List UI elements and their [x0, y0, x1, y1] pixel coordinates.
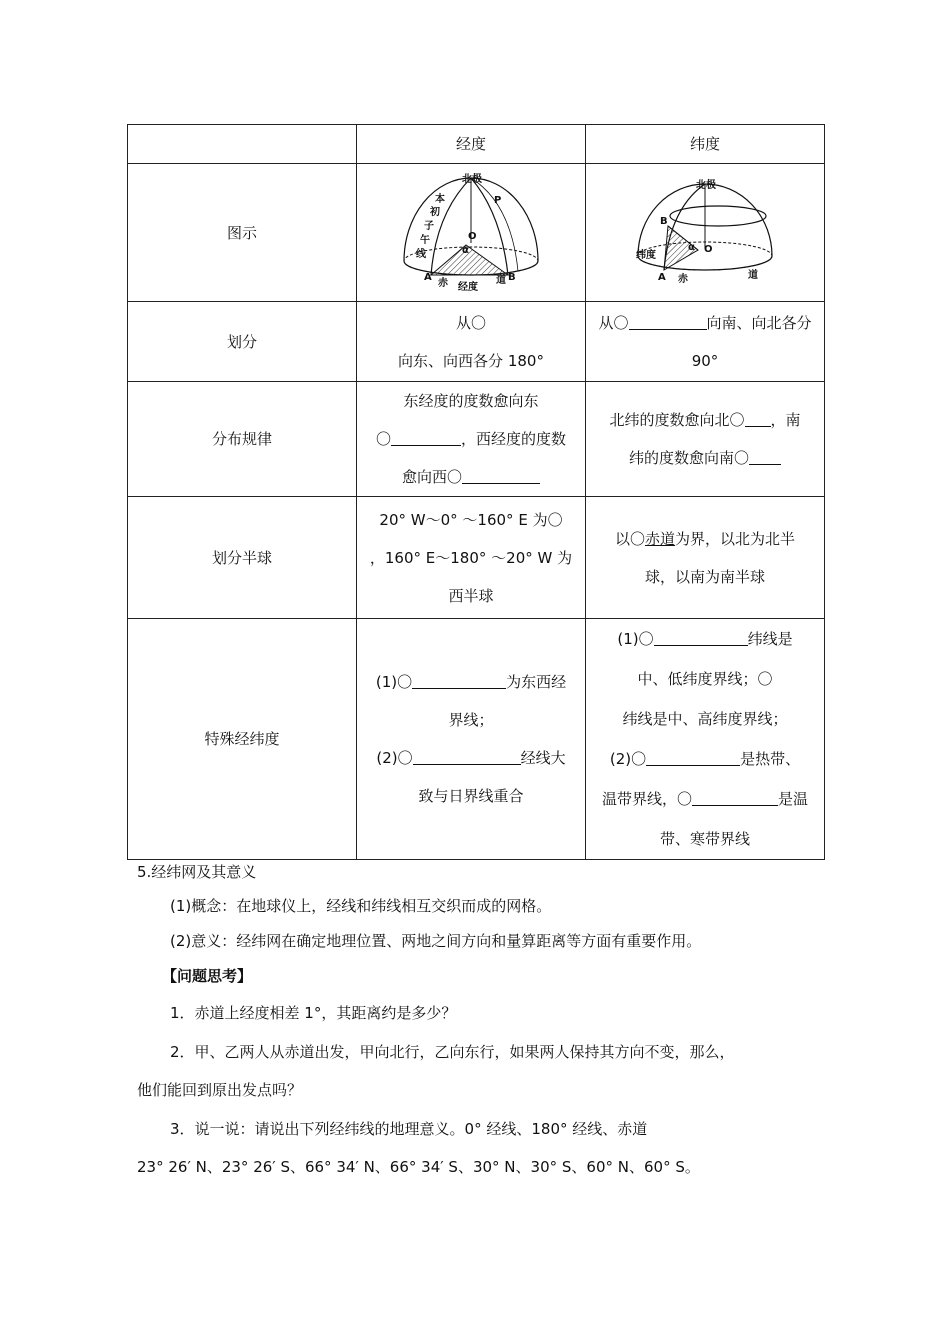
lng-jingdu-label: 经度: [458, 281, 478, 293]
lat-hemi-line1-pre: 以〇: [614, 529, 645, 548]
longitude-hemisphere-cell: [357, 497, 586, 619]
lng-division-post: 向东、向西各分 180°: [398, 351, 544, 370]
latitude-special-cell: [586, 619, 825, 860]
question-2-line1: 2．甲、乙两人从赤道出发，甲向北行，乙向东行，如果两人保持其方向不变，那么，: [170, 1043, 735, 1061]
blank: [412, 672, 506, 690]
lat-division-pre: 从〇: [598, 313, 629, 332]
question-3-line1: 3．说一说：请说出下列经纬线的地理意义。0° 经线、180° 经线、赤道: [170, 1120, 648, 1138]
lat-north-pole-label: 北极: [696, 179, 716, 191]
lng-alpha-label: α: [462, 244, 469, 256]
row-label-division: 划分: [128, 302, 357, 382]
lat-hemi-line1-post: 为界，以北为北半: [675, 529, 796, 548]
lng-a-label: A: [424, 271, 432, 283]
table-row-diagram: [128, 164, 825, 302]
lng-ben-label: 本: [435, 193, 445, 205]
lat-special-line6: 带、寒带界线: [659, 830, 750, 848]
row-label-diagram: 图示: [128, 164, 357, 302]
longitude-hemisphere-diagram: [396, 173, 546, 293]
lat-special-line5-pre: 温带界线，〇: [601, 790, 692, 808]
lng-hemi-line3: 西半球: [448, 586, 494, 605]
lat-special-line2: 中、低纬度界线；〇: [637, 670, 773, 688]
lat-dist-line2-pre: 纬的度数愈向南〇: [628, 449, 749, 467]
lng-special-line1-post: 为东西经: [506, 673, 567, 691]
lng-hemi-line1: 20° W～0° ～160° E 为〇: [379, 510, 563, 529]
lat-division-post2: 90°: [691, 351, 719, 370]
table-row-hemisphere: [128, 497, 825, 619]
lng-chi-label: 赤: [438, 277, 448, 289]
lng-special-line2: 界线；: [448, 711, 494, 729]
lat-chi-label: 赤: [678, 273, 688, 285]
blank: [692, 789, 778, 807]
row-label-hemisphere: 划分半球: [128, 497, 357, 619]
latitude-hemisphere-cell: [586, 497, 825, 619]
lng-special-line3-post: 经线大: [520, 749, 566, 767]
header-latitude: 纬度: [586, 125, 825, 164]
lat-a-label: A: [658, 271, 666, 283]
latitude-diagram-cell: [586, 164, 825, 302]
latitude-longitude-table: [127, 124, 825, 860]
blank: [646, 749, 740, 767]
question-1: 1．赤道上经度相差 1°，其距离约是多少？: [170, 1004, 457, 1022]
row-label-distribution: 分布规律: [128, 382, 357, 497]
lng-north-pole-label: 北极: [462, 173, 482, 185]
lng-chu-label: 初: [430, 206, 440, 218]
lat-special-line3: 纬线是中、高纬度界线；: [622, 710, 788, 728]
blank: [629, 312, 707, 330]
lat-weidu-label: 纬度: [636, 249, 656, 261]
question-3-line2: 23° 26′ N、23° 26′ S、66° 34′ N、66° 34′ S、30° N、30° S、60° N、60° S。: [137, 1158, 700, 1176]
problem-heading: 【问题思考】: [162, 967, 253, 985]
lat-b-label: B: [660, 215, 668, 227]
lat-special-line1-post: 纬线是: [747, 630, 793, 648]
lng-division-pre: 从〇: [455, 313, 486, 332]
longitude-distribution-cell: [357, 382, 586, 497]
latitude-hemisphere-diagram: [630, 178, 780, 288]
lat-special-line1-pre: (1)〇: [617, 630, 654, 648]
lng-wu-label: 午: [420, 234, 430, 246]
lat-o-label: O: [704, 243, 713, 255]
lat-dist-line1-pre: 北纬的度数愈向北〇: [609, 411, 745, 429]
lng-xian-label: 线: [416, 248, 426, 260]
header-blank: [128, 125, 357, 164]
lat-special-line4-pre: (2)〇: [609, 750, 647, 768]
question-2-line2: 他们能回到原出发点吗？: [137, 1081, 303, 1099]
lng-dist-line1: 东经度的度数愈向东: [403, 392, 539, 410]
row-label-special: 特殊经纬度: [128, 619, 357, 860]
blank: [413, 748, 521, 766]
section5-title: 5.经纬网及其意义: [137, 863, 257, 881]
blank: [749, 448, 781, 466]
lat-dao-label: 道: [748, 269, 758, 281]
lat-hemi-answer: 赤道: [644, 529, 675, 548]
latitude-division-cell: [586, 302, 825, 382]
table-row-distribution: [128, 382, 825, 497]
lng-zi-label: 子: [424, 220, 434, 232]
lat-special-line4-post: 是热带、: [740, 750, 801, 768]
lng-o-label: O: [468, 230, 477, 242]
longitude-diagram-cell: [357, 164, 586, 302]
lat-division-post: 向南、向北各分: [706, 313, 812, 332]
lng-dao-label: 道: [496, 274, 506, 286]
lng-b-label: B: [508, 271, 516, 283]
blank: [391, 429, 461, 447]
header-longitude: 经度: [357, 125, 586, 164]
longitude-special-cell: [357, 619, 586, 860]
lng-p-label: P: [494, 194, 502, 206]
meaning-text: (2)意义：经纬网在确定地理位置、两地之间方向和量算距离等方面有重要作用。: [170, 932, 702, 950]
concept-text: (1)概念：在地球仪上，经线和纬线相互交织而成的网格。: [170, 897, 552, 915]
lng-dist-line2-pre: 〇: [375, 430, 391, 448]
table-row-division: [128, 302, 825, 382]
lat-dist-line1-post: ，南: [770, 411, 801, 429]
lng-special-line1-pre: (1)〇: [375, 673, 413, 691]
blank: [654, 629, 748, 647]
lng-special-line3-pre: (2)〇: [376, 749, 413, 767]
lat-alpha-label: α: [688, 241, 695, 253]
lat-special-line5-post: 是温: [778, 790, 809, 808]
lat-hemi-line2: 球，以南为南半球: [644, 567, 765, 586]
blank: [462, 467, 540, 485]
blank: [745, 410, 771, 428]
longitude-division-cell: [357, 302, 586, 382]
lng-special-line4: 致与日界线重合: [418, 787, 524, 805]
lng-hemi-line2: ，160° E～180° ～20° W 为: [369, 548, 573, 567]
table-header-row: [128, 125, 825, 164]
latitude-distribution-cell: [586, 382, 825, 497]
lng-dist-line2-post: ，西经度的度数: [461, 430, 567, 448]
table-row-special: [128, 619, 825, 860]
lng-dist-line3-pre: 愈向西〇: [401, 468, 462, 486]
